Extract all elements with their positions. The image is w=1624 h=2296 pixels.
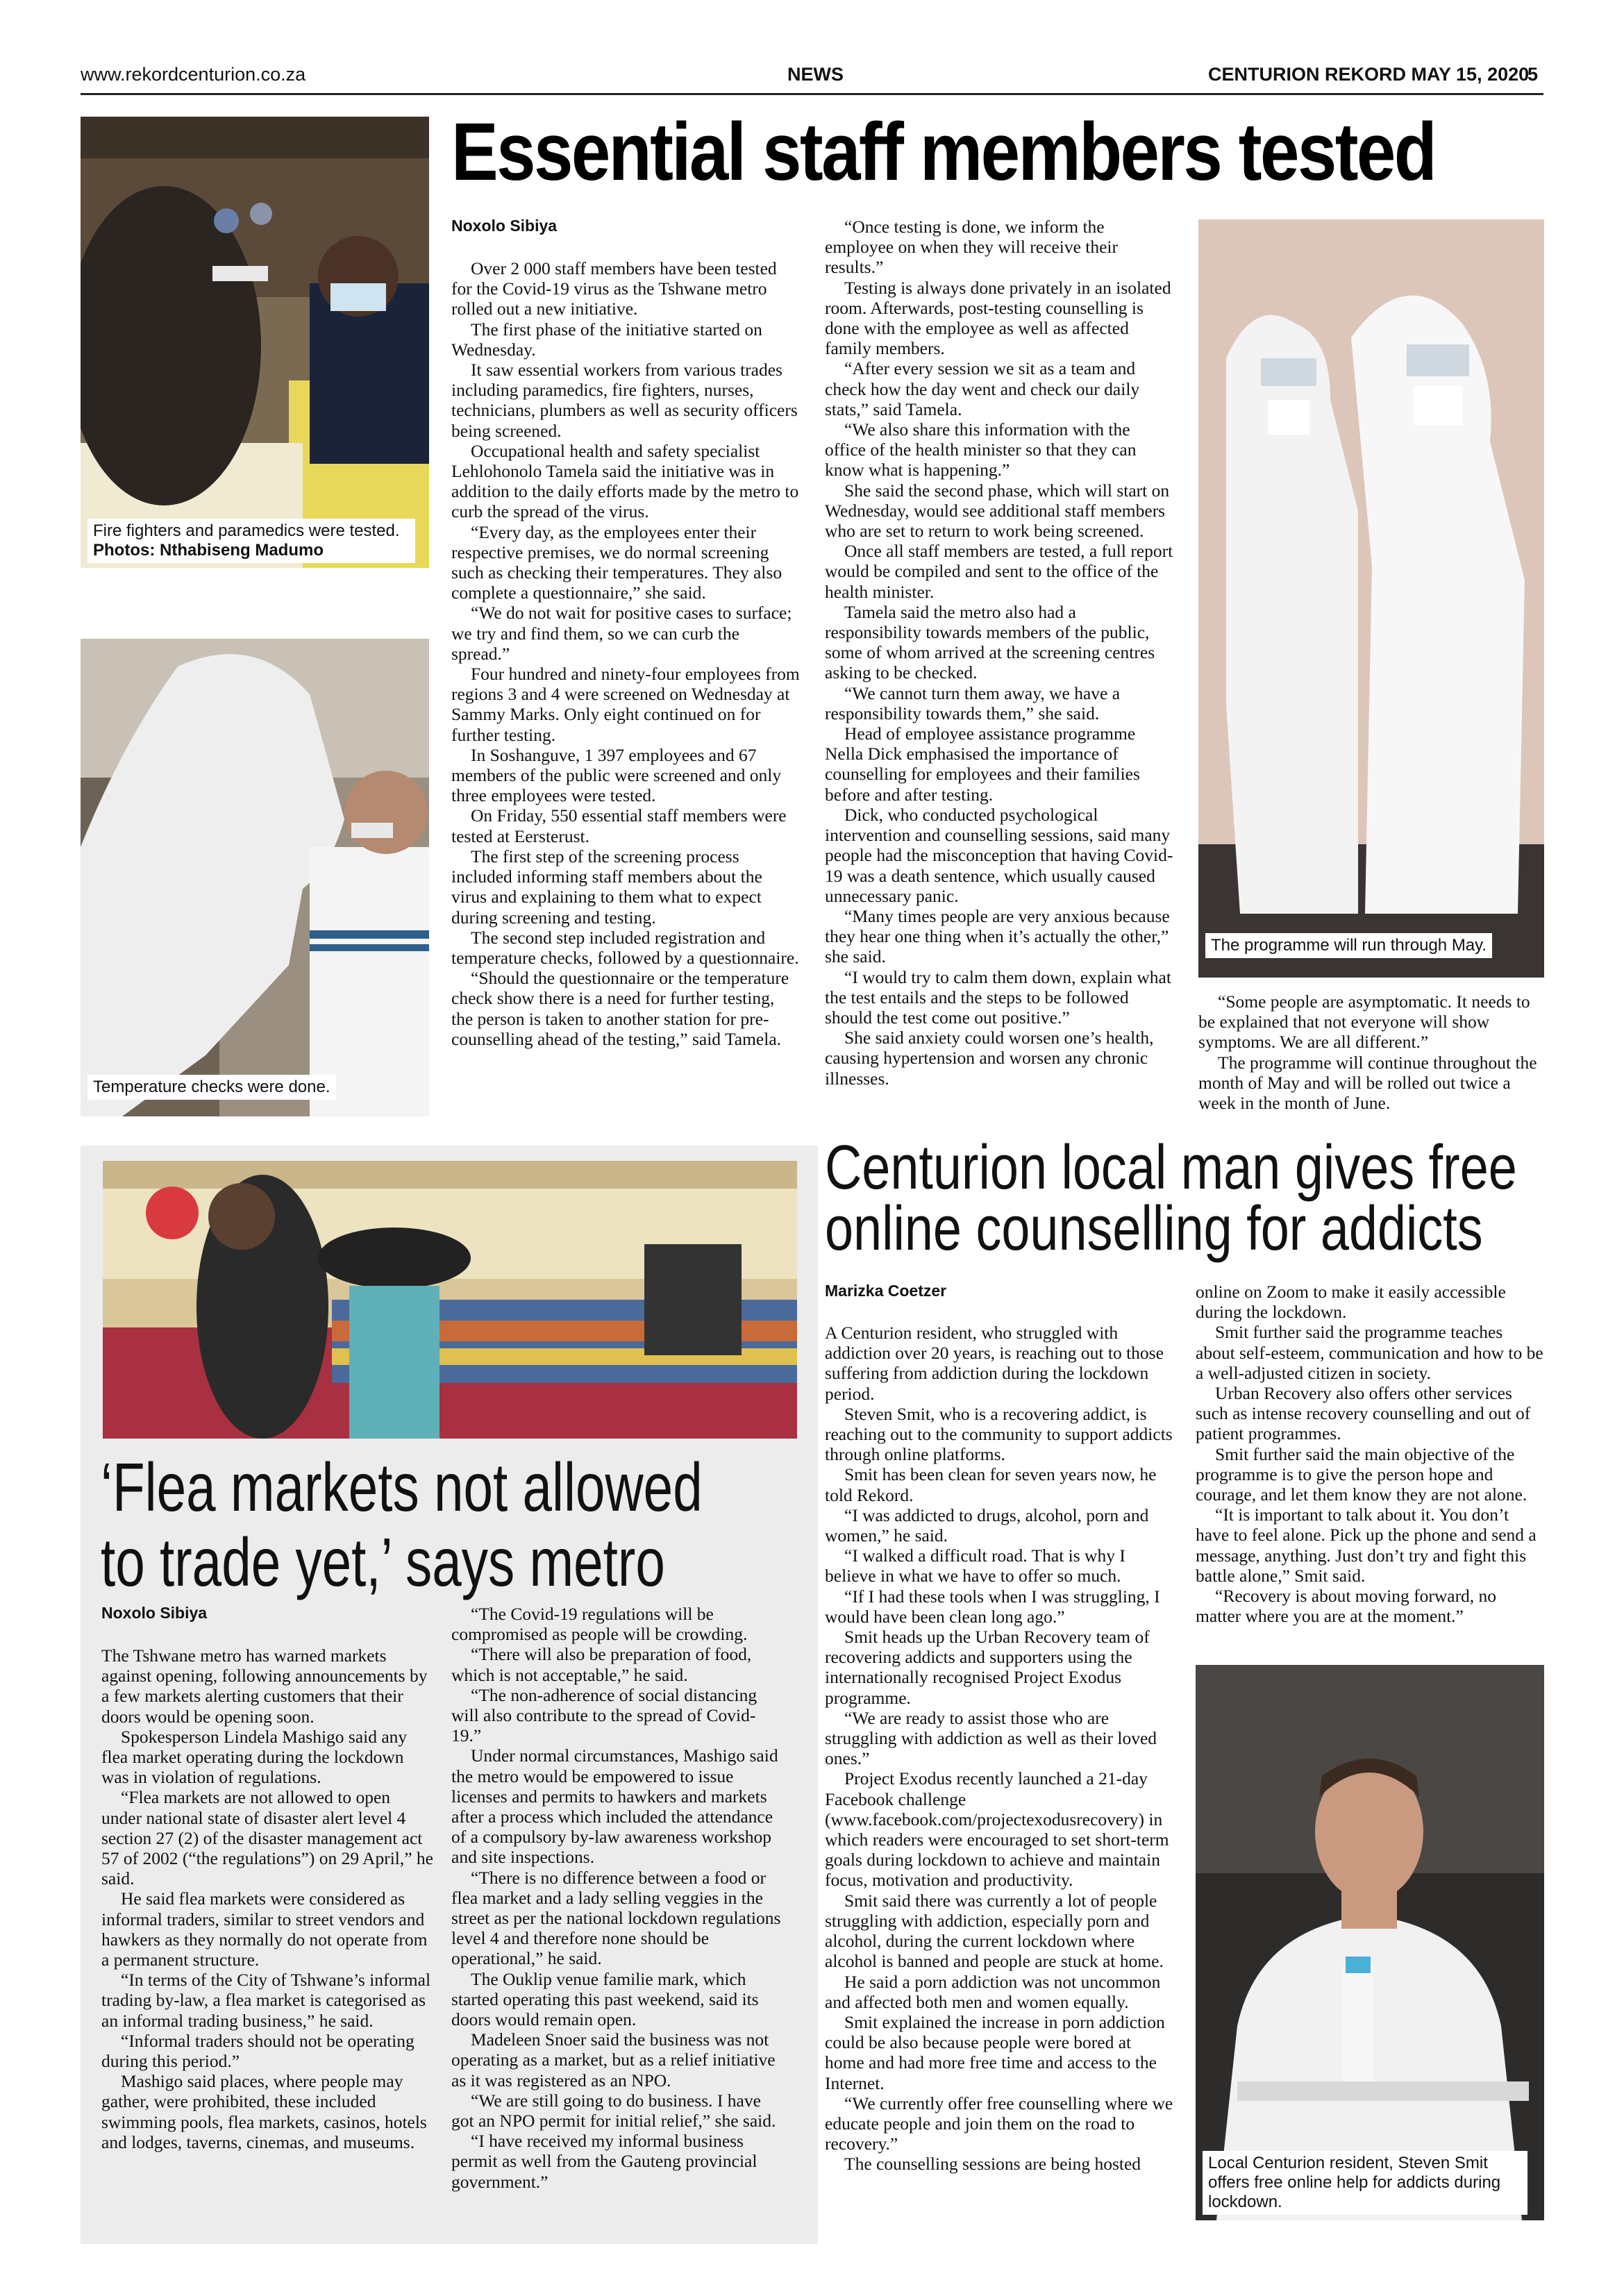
paragraph: Spokesperson Lindela Mashigo said any flea market operating during the lockdown was in violation of regulations.: [101, 1726, 408, 1788]
paragraph: Project Exodus recently launched a 21-day Facebook challenge (www.facebook.com/projectexodusrecovery) in which readers were encouraged to set short-term goals during lockdown to achieve and maintain focus, motivation and productivity.: [825, 1768, 1169, 1891]
story3-column-1: [825, 1323, 1173, 2175]
story2-headline-line2: to trade yet,’ says metro: [101, 1524, 665, 1600]
story1-column-3: [1198, 991, 1544, 1113]
paragraph: Smit said there was currently a lot of people struggling with addiction, especially porn and alcohol, during the current lockdown where alcohol is banned and people are stuck at home.: [825, 1890, 1164, 1972]
paragraph: “It is important to talk about it. You don’t have to feel alone. Pick up the phone and send a message, anything. Just don’t try and fight this battle alone,” Smit said.: [1196, 1505, 1537, 1586]
photo-firefighters: [81, 117, 429, 568]
caption-photo-credit: Photos: Nthabiseng Madumo: [93, 541, 324, 560]
paragraph: The programme will continue throughout the month of May and will be rolled out twice a week in the month of June.: [1198, 1052, 1537, 1114]
story1-column-1: [451, 258, 800, 1049]
paragraph: “I was addicted to drugs, alcohol, porn and women,” he said.: [825, 1505, 1149, 1546]
caption-steven-smit: Local Centurion resident, Steven Smit offers free online help for addicts during lockdown.: [1203, 2151, 1527, 2215]
story3-byline: Marizka Coetzer: [825, 1282, 947, 1300]
story2-column-1: [101, 1645, 433, 2152]
paragraph: Once all staff members are tested, a full report would be compiled and sent to the office of the health minister.: [825, 541, 1173, 602]
paragraph: “Many times people are very anxious because they hear one thing when it’s actually the other,” she said.: [825, 905, 1170, 967]
paragraph: She said anxiety could worsen one’s health, causing hypertension and worsen any chronic illnesses.: [825, 1028, 1154, 1089]
paragraph: “We also share this information with the office of the health minister so that they can know what is happening.”: [825, 419, 1137, 480]
page-number: 5: [1527, 64, 1539, 85]
paragraph: The first step of the screening process included informing staff members about the virus and explaining to them what to expect during screening and testing.: [451, 846, 762, 928]
paragraph: Smit explained the increase in porn addiction could be also because people were bored at home and had more free time and access to the Internet.: [825, 2011, 1165, 2093]
paragraph: “The Covid-19 regulations will be compromised as people will be crowding.: [451, 1604, 748, 1645]
paragraph: A Centurion resident, who struggled with addiction over 20 years, is reaching out to those suffering from addiction during the lockdown period.: [825, 1323, 1164, 1404]
paragraph: “Informal traders should not be operating during this period.”: [101, 2030, 415, 2072]
paragraph: The Tshwane metro has warned markets against opening, following announcements by a few markets alerting customers that their doors would be opening soon.: [101, 1645, 428, 1727]
story1-column-2: [825, 217, 1173, 1089]
paragraph: Four hundred and ninety-four employees from regions 3 and 4 were screened on Wednesday at Sammy Marks. Only eight continued on for further testing.: [451, 664, 800, 745]
story3-headline-line2: online counselling for addicts: [825, 1194, 1483, 1264]
paragraph: Smit heads up the Urban Recovery team of recovering addicts and supporters using the internationally recognised Project Exodus programme.: [825, 1627, 1150, 1708]
caption-firefighters-text: Fire fighters and paramedics were tested.: [93, 521, 400, 540]
paragraph: In Soshanguve, 1 397 employees and 67 members of the public were screened and only three employees were tested.: [451, 744, 782, 806]
paragraph: online on Zoom to make it easily accessible during the lockdown.: [1196, 1282, 1506, 1323]
paragraph: “We do not wait for positive cases to surface; we try and find them, so we can curb the spread.”: [451, 603, 792, 664]
paragraph: “I have received my informal business permit as well from the Gauteng provincial government.”: [451, 2131, 757, 2192]
paragraph: Occupational health and safety specialist Lehlohonolo Tamela said the initiative was in addition to the daily efforts made by the metro to curb the spread of the virus.: [451, 440, 799, 522]
section-label: NEWS: [787, 64, 844, 85]
photo-protective-suits: [1198, 219, 1544, 978]
photo-flea-market: [103, 1161, 797, 1439]
paragraph: “Recovery is about moving forward, no matter where you are at the moment.”: [1196, 1586, 1497, 1627]
paragraph: Under normal circumstances, Mashigo said the metro would be empowered to issue licenses and permits to hawkers and markets after a process which included the attendance of a compulsory by-law awareness workshop and site inspections.: [451, 1745, 778, 1868]
paragraph: She said the second phase, which will start on Wednesday, would see additional staff members who are set to return to work being screened.: [825, 480, 1170, 542]
caption-temperature: Temperature checks were done.: [87, 1075, 336, 1100]
paragraph: “We are still going to do business. I have got an NPO permit for initial relief,” she said.: [451, 2090, 776, 2131]
paragraph: “Once testing is done, we inform the employee on when they will receive their results.”: [825, 217, 1119, 278]
paragraph: “We currently offer free counselling where we educate people and join them on the road to recovery.”: [825, 2093, 1173, 2154]
paragraph: The first phase of the initiative started on Wednesday.: [451, 319, 762, 360]
photo-steven-smit: [1196, 1665, 1544, 2220]
paragraph: “The non-adherence of social distancing will also contribute to the spread of Covid-19.”: [451, 1684, 757, 1746]
paragraph: “Some people are asymptomatic. It needs to be explained that not everyone will show symptoms. We are all different.”: [1198, 991, 1530, 1053]
story1-headline: Essential staff members tested: [451, 106, 1436, 198]
paragraph: “Every day, as the employees enter their respective premises, we do normal screening such as checking their temperatures. They also complete a questionnaire,” she said.: [451, 521, 782, 603]
paragraph: “After every session we sit as a team and check how the day went and check our daily stats,” said Tamela.: [825, 358, 1140, 419]
paragraph: “I walked a difficult road. That is why I believe in what we have to offer so much.: [825, 1545, 1125, 1586]
paragraph: The Ouklip venue familie mark, which started operating this past weekend, said its doors would remain open.: [451, 1968, 759, 2030]
story3-column-2: [1196, 1282, 1544, 1626]
caption-firefighters: [87, 519, 415, 563]
story2-headline-line1: ‘Flea markets not allowed: [101, 1449, 703, 1525]
paragraph: “If I had these tools when I was struggling, I would have been clean long ago.”: [825, 1586, 1160, 1627]
caption-programme: The programme will run through May.: [1205, 933, 1492, 958]
paragraph: Testing is always done privately in an isolated room. Afterwards, post-testing counselling is done with the employee as well as affected family members.: [825, 277, 1171, 359]
paragraph: Smit has been clean for seven years now, he told Rekord.: [825, 1464, 1157, 1505]
paragraph: Mashigo said places, where people may gather, were prohibited, these included swimming pools, flea markets, casinos, hotels and lodges, taverns, cinemas, and museums.: [101, 2071, 427, 2152]
story3-headline-line1: Centurion local man gives free: [825, 1133, 1517, 1203]
paragraph: He said flea markets were considered as informal traders, similar to street vendors and hawkers as they normally do not operate from a permanent structure.: [101, 1888, 428, 1970]
paragraph: “There will also be preparation of food, which is not acceptable,” he said.: [451, 1644, 752, 1685]
website-url[interactable]: www.rekordcenturion.co.za: [81, 64, 306, 85]
paragraph: Smit further said the programme teaches about self-esteem, communication and how to be a well-adjusted citizen in society.: [1196, 1322, 1543, 1383]
story2-column-2: [451, 1604, 783, 2192]
paragraph: “We are ready to assist those who are struggling with addiction as well as their loved ones.”: [825, 1707, 1157, 1769]
paragraph: Over 2 000 staff members have been tested for the Covid-19 virus as the Tshwane metro rolled out a new initiative.: [451, 258, 777, 319]
paragraph: Madeleen Snoer said the business was not operating as a market, but as a relief initiative as it was registered as an NPO.: [451, 2029, 776, 2090]
header-rule: [81, 93, 1543, 95]
paragraph: “In terms of the City of Tshwane’s informal trading by-law, a flea market is categorised as an informal trading business,” he said.: [101, 1970, 431, 2031]
paragraph: Tamela said the metro also had a responsibility towards members of the public, some of whom arrived at the screening centres asking to be checked.: [825, 601, 1155, 683]
paragraph: “We cannot turn them away, we have a responsibility towards them,” she said.: [825, 682, 1121, 723]
paragraph: Steven Smit, who is a recovering addict, is reaching out to the community to support addicts through online platforms.: [825, 1403, 1173, 1465]
paragraph: Smit further said the main objective of the programme is to give the person hope and courage, and let them know they are not alone.: [1196, 1443, 1527, 1505]
paragraph: He said a porn addiction was not uncommon and affected both men and women equally.: [825, 1971, 1161, 2012]
paragraph: Dick, who conducted psychological intervention and counselling sessions, said many people had the misconception that having Covid-19 was a death sentence, which usually caused unnecessary panic.: [825, 804, 1173, 906]
paragraph: On Friday, 550 essential staff members were tested at Eersterust.: [451, 805, 787, 846]
paragraph: “I would try to calm them down, explain what the test entails and the steps to be followed should the test come out positive.”: [825, 966, 1171, 1028]
paper-date: CENTURION REKORD MAY 15, 2020: [1208, 64, 1530, 85]
paragraph: “There is no difference between a food or flea market and a lady selling veggies in the street as per the national lockdown regulations level 4 and therefore none should be operational,” he said.: [451, 1867, 781, 1969]
paragraph: Urban Recovery also offers other services such as intense recovery counselling and out of patient programmes.: [1196, 1383, 1531, 1444]
photo-temperature-check: [81, 639, 429, 1116]
story2-byline: Noxolo Sibiya: [101, 1604, 208, 1622]
paragraph: Head of employee assistance programme Nella Dick emphasised the importance of counselling for employees and their families before and after testing.: [825, 723, 1140, 805]
paragraph: It saw essential workers from various trades including paramedics, fire fighters, nurses, technicians, plumbers as well as security officers being screened.: [451, 360, 798, 441]
story1-byline: Noxolo Sibiya: [451, 217, 558, 235]
paragraph: “Flea markets are not allowed to open under national state of disaster alert level 4 section 27 (2) of the disaster management act 57 of 2002 (“the regulations”) on 29 April,” he said.: [101, 1787, 434, 1889]
paragraph: The second step included registration and temperature checks, followed by a questionnaire.: [451, 927, 799, 968]
paragraph: “Should the questionnaire or the temperature check show there is a need for further testing, the person is taken to another station for pre-counselling ahead of the testing,” said Tamela.: [451, 968, 789, 1049]
paragraph: The counselling sessions are being hosted: [844, 2154, 1141, 2175]
